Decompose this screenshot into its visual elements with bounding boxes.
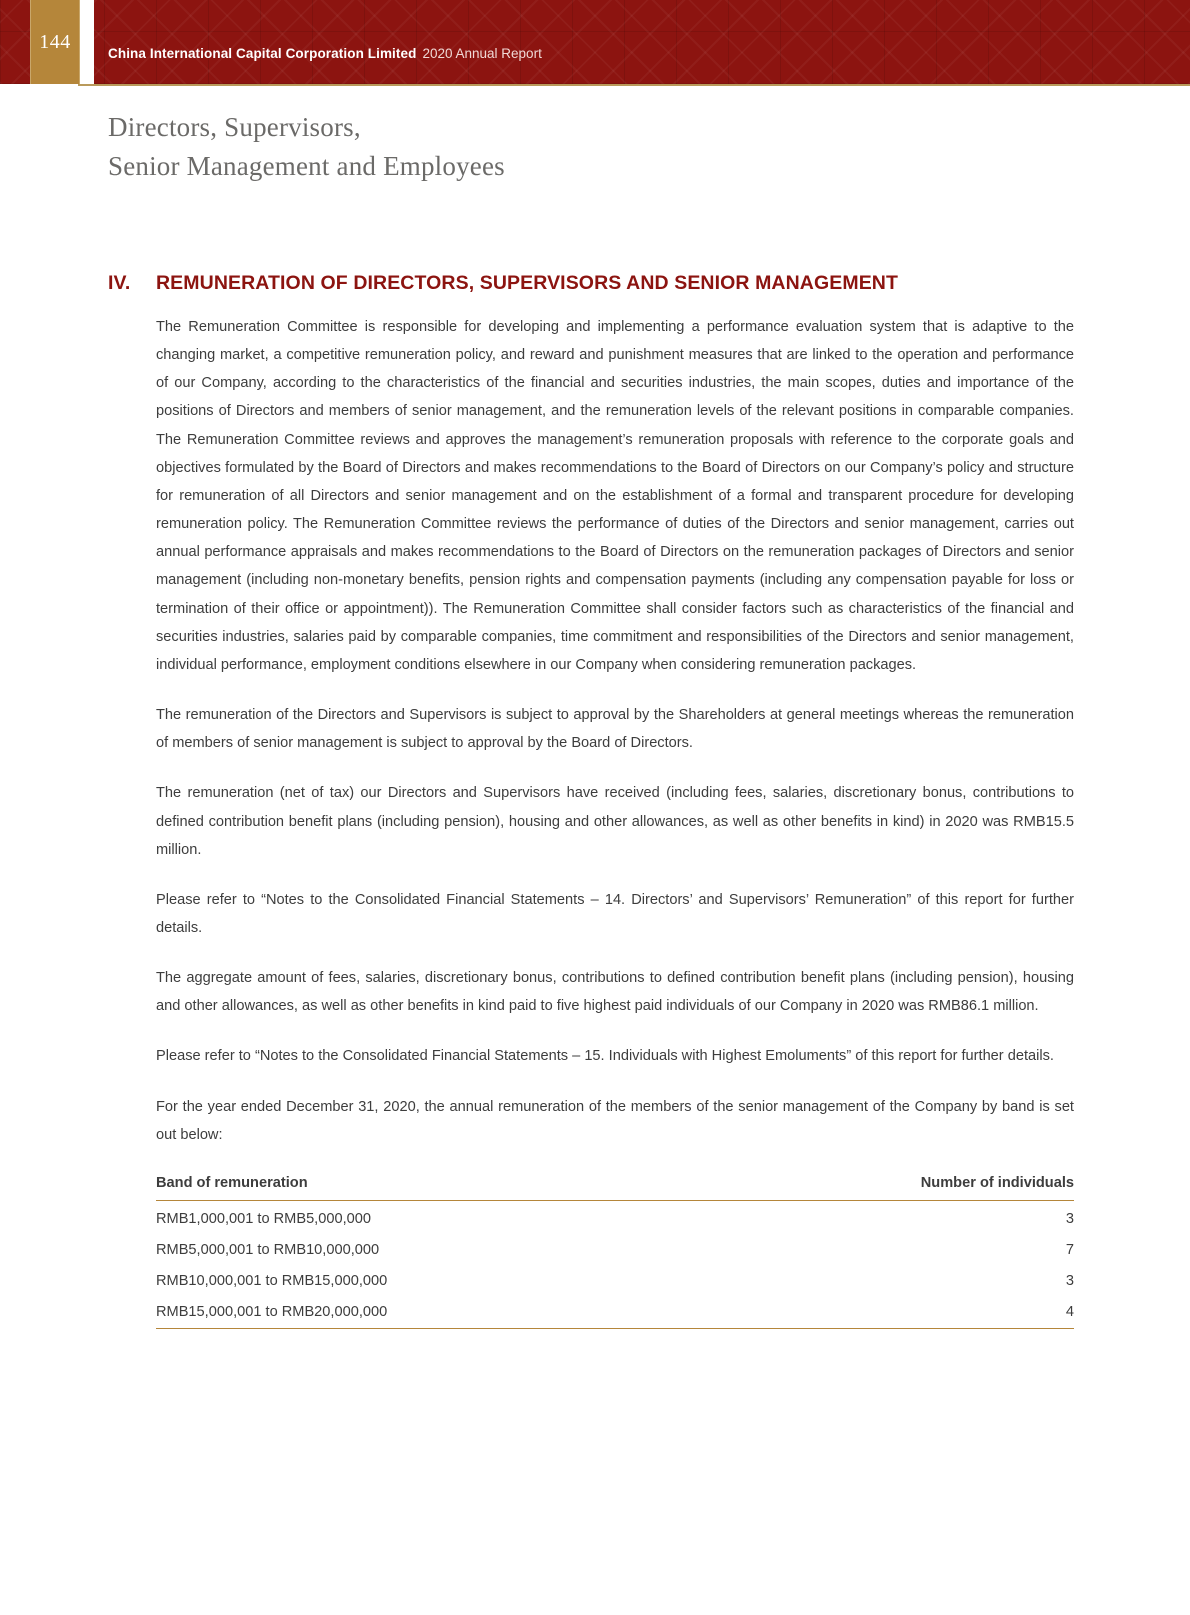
paragraph: For the year ended December 31, 2020, the annual remuneration of the members of the senior management of the Company by band is set out below: bbox=[156, 1098, 1074, 1143]
cell-band: RMB1,000,001 to RMB5,000,000 bbox=[156, 1210, 371, 1227]
paragraph: The remuneration of the Directors and Supervisors is subject to approval by the Shareholders at general meetings whereas the remuneration of members of senior management is subject to approval by the Board of Directors. bbox=[156, 707, 1074, 752]
table-row bbox=[156, 1234, 1074, 1265]
header-background-pattern bbox=[0, 0, 1190, 84]
cell-band: RMB5,000,001 to RMB10,000,000 bbox=[156, 1241, 380, 1258]
header-white-gap bbox=[78, 0, 94, 84]
paragraph: The Remuneration Committee is responsible for developing and implementing a performance evaluation system that is adaptive to the changing market, a competitive remuneration policy, and reward and punishment measures that are linked to the operation and performance of our Company, according to the characteristics of the financial and securities industries, the main scopes, duties and importance of the positions of Directors and members of senior management, and the remuneration levels of the relevant positions in comparable companies. The Remuneration Committee reviews and approves the management’s remuneration proposals with reference to the corporate goals and objectives formulated by the Board of Directors and makes recommendations to the Board of Directors on our Company’s policy and structure for remuneration of all Directors and senior management and on the establishment of a formal and transparent procedure for developing remuneration policy. The Remuneration Committee reviews the performance of duties of the Directors and senior management, carries out annual performance appraisals and makes recommendations to the Board of Directors on the remuneration packages of Directors and senior management (including non-monetary benefits, pension rights and compensation payments (including any compensation payable for loss or termination of their office or appointment)). The Remuneration Committee shall consider factors such as characteristics of the financial and securities industries, salaries paid by comparable companies, time commitment and responsibilities of the Directors and senior management, individual performance, employment conditions elsewhere in our Company when considering remuneration packages. bbox=[156, 319, 1074, 673]
page-number-badge bbox=[30, 0, 80, 84]
page-title-line-1: Directors, Supervisors, bbox=[108, 112, 361, 142]
cell-number: 3 bbox=[1065, 1210, 1074, 1227]
main-content bbox=[108, 272, 1074, 1329]
table-row bbox=[156, 1200, 1074, 1234]
column-header-band: Band of remuneration bbox=[156, 1175, 708, 1201]
section-number: IV. bbox=[108, 272, 131, 294]
header-company-name: China International Capital Corporation Limited bbox=[108, 46, 417, 61]
page-number: 144 bbox=[39, 30, 71, 53]
table-header-row bbox=[156, 1175, 1074, 1201]
header-report-name: 2020 Annual Report bbox=[422, 46, 542, 61]
header-title-group bbox=[108, 45, 542, 63]
section-heading bbox=[108, 272, 1074, 295]
remuneration-band-table bbox=[156, 1175, 1074, 1329]
paragraph: Please refer to “Notes to the Consolidated Financial Statements – 14. Directors’ and Supervisors’ Remuneration” of this report for further details. bbox=[156, 891, 1074, 936]
cell-number: 7 bbox=[1065, 1241, 1074, 1258]
section-body bbox=[156, 313, 1074, 1149]
paragraph: The aggregate amount of fees, salaries, discretionary bonus, contributions to defined contribution benefit plans (including pension), housing and other allowances, as well as other benefits in kind paid to five highest paid individuals of our Company in 2020 was RMB86.1 million. bbox=[156, 970, 1074, 1015]
page-header bbox=[0, 0, 1190, 84]
paragraph: The remuneration (net of tax) our Directors and Supervisors have received (including fees, salaries, discretionary bonus, contributions to defined contribution benefit plans (including pension), housing and other allowances, as well as other benefits in kind) in 2020 was RMB15.5 million. bbox=[156, 785, 1074, 858]
paragraph: Please refer to “Notes to the Consolidated Financial Statements – 15. Individuals with Highest Emoluments” of this report for further details. bbox=[156, 1048, 1054, 1065]
header-divider bbox=[78, 84, 1190, 86]
cell-band: RMB10,000,001 to RMB15,000,000 bbox=[156, 1272, 388, 1289]
page-title bbox=[108, 108, 1008, 186]
cell-number: 3 bbox=[1065, 1272, 1074, 1289]
cell-band: RMB15,000,001 to RMB20,000,000 bbox=[156, 1296, 708, 1328]
table-row bbox=[156, 1265, 1074, 1296]
cell-number: 4 bbox=[708, 1296, 1074, 1328]
column-header-number: Number of individuals bbox=[708, 1175, 1074, 1201]
page-title-line-2: Senior Management and Employees bbox=[108, 150, 505, 181]
section-title: REMUNERATION OF DIRECTORS, SUPERVISORS AND SENIOR MANAGEMENT bbox=[156, 272, 899, 294]
table-row bbox=[156, 1296, 1074, 1328]
